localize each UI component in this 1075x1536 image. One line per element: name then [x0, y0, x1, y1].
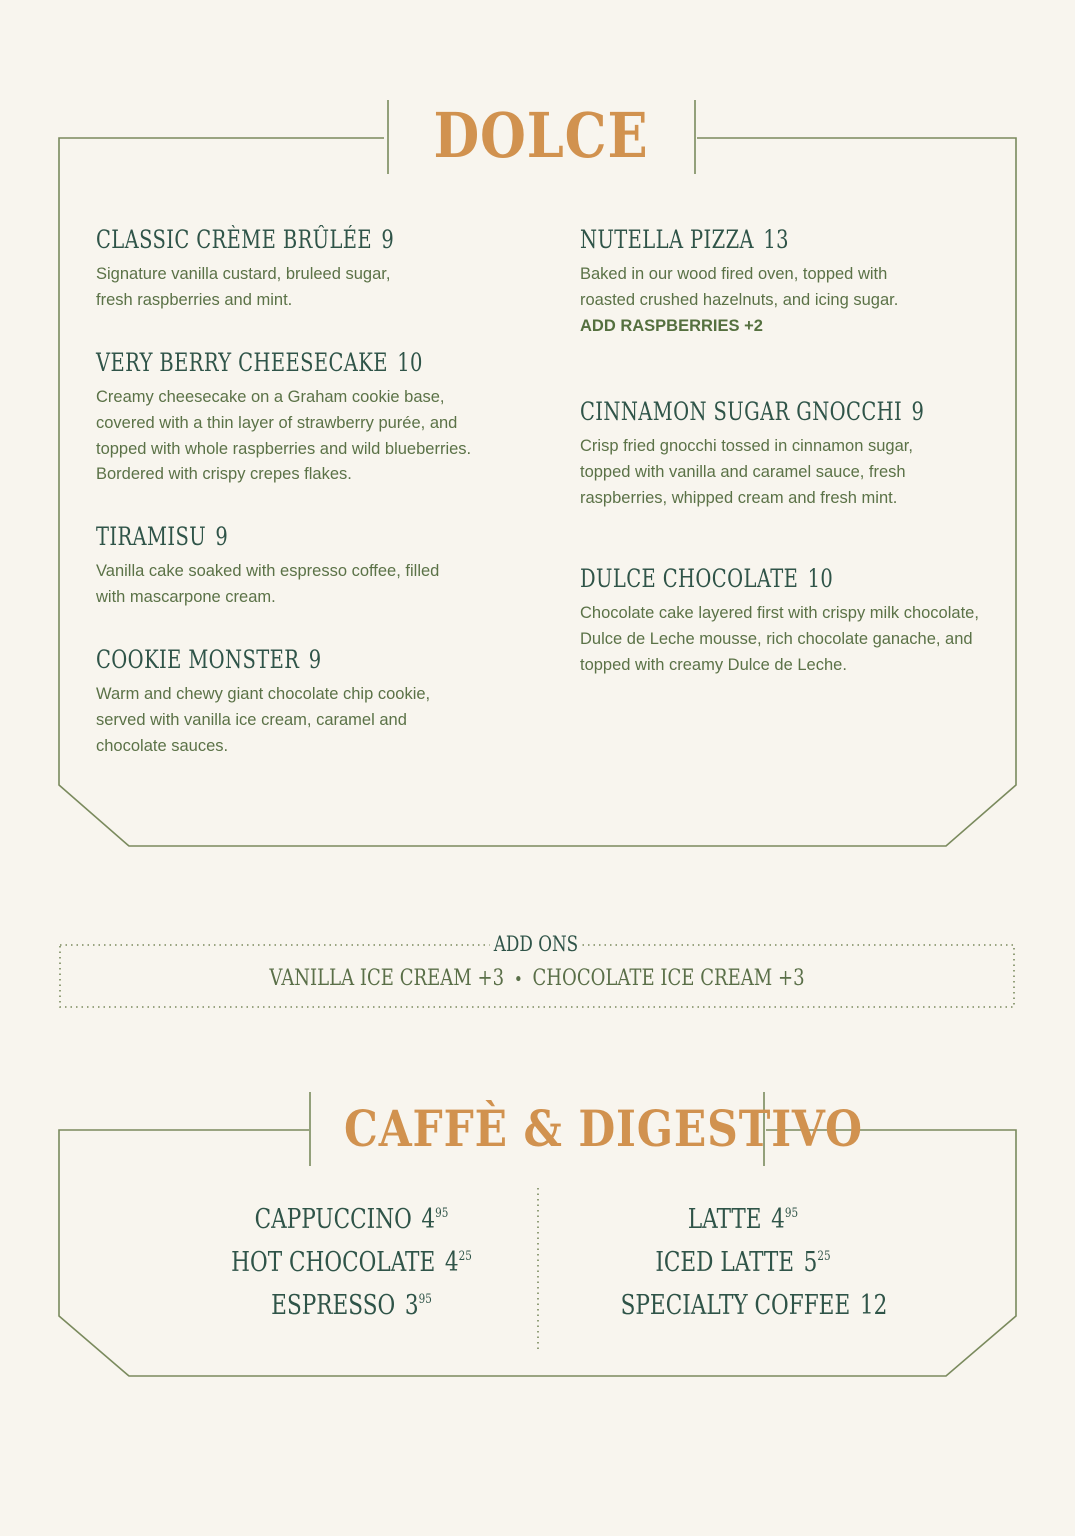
item-price: 10 — [397, 348, 423, 377]
item-name: NUTELLA PIZZA — [580, 225, 755, 254]
menu-item-dulce-chocolate — [580, 563, 1000, 678]
item-add-raspberries: ADD RASPBERRIES +2 — [580, 316, 763, 335]
drinks-column-right — [590, 1198, 896, 1327]
item-price: 9 — [308, 645, 322, 674]
item-description: Crisp fried gnocchi tossed in cinnamon sugar, topped with vanilla and caramel sauce, fresh raspberries, whipped cream and fresh mint. — [580, 437, 913, 507]
item-name: VERY BERRY CHEESECAKE — [96, 348, 388, 377]
item-heading — [580, 563, 908, 595]
drink-price — [804, 1247, 831, 1278]
item-heading — [580, 396, 925, 428]
addon-chocolate-ice-cream: CHOCOLATE ICE CREAM +3 — [532, 966, 805, 991]
drink-cappuccino — [230, 1198, 472, 1241]
item-description: Signature vanilla custard, bruleed sugar, fresh raspberries and mint. — [96, 265, 391, 309]
drink-name: HOT CHOCOLATE — [231, 1247, 436, 1278]
item-heading — [96, 521, 416, 553]
drink-price — [405, 1290, 432, 1321]
item-heading — [96, 644, 416, 676]
drink-latte — [621, 1198, 866, 1241]
drink-espresso — [230, 1284, 472, 1327]
item-price: 9 — [381, 225, 395, 254]
drink-price-main: 4 — [421, 1204, 436, 1235]
addons-list — [146, 964, 928, 994]
drink-hot-chocolate — [230, 1241, 472, 1284]
item-heading — [96, 347, 423, 379]
addon-vanilla-ice-cream: VANILLA ICE CREAM +3 — [269, 966, 505, 991]
drink-price-cents: 95 — [435, 1206, 449, 1221]
caffe-section-title: CAFFÈ & DIGESTIVO — [344, 1099, 863, 1158]
drink-price — [421, 1204, 448, 1235]
addons-label: ADD ONS — [490, 930, 583, 958]
drink-price-main: 4 — [771, 1204, 785, 1235]
item-description: Warm and chewy giant chocolate chip cookie, served with vanilla ice cream, caramel and chocolate sauces. — [96, 685, 431, 755]
drink-price-cents: 25 — [817, 1249, 831, 1264]
drink-name: ESPRESSO — [271, 1290, 396, 1321]
item-description: Creamy cheesecake on a Graham cookie base, covered with a thin layer of strawberry purée, and topped with whole raspberries and wild blueberries. Bordered with crispy crepes flakes. — [96, 388, 472, 484]
drink-name: SPECIALTY COFFEE — [620, 1290, 851, 1321]
drink-price-main: 4 — [444, 1247, 459, 1278]
item-description: Chocolate cake layered first with crispy milk chocolate, Dulce de Leche mousse, rich chocolate ganache, and topped with creamy Dulce de Leche. — [580, 604, 979, 674]
drink-price-cents: 95 — [784, 1206, 799, 1221]
menu-item-cinnamon-gnocchi — [580, 396, 1000, 511]
item-price: 9 — [215, 522, 229, 551]
item-description: Vanilla cake soaked with espresso coffee, filled with mascarpone cream. — [96, 562, 440, 606]
drink-price-cents: 25 — [458, 1249, 472, 1264]
dolce-section-title: DOLCE — [433, 99, 649, 172]
menu-item-cheesecake — [96, 347, 506, 488]
drink-name: CAPPUCCINO — [254, 1204, 412, 1235]
item-heading — [96, 224, 416, 256]
drink-iced-latte — [621, 1241, 866, 1284]
drink-price-cents: 95 — [418, 1292, 432, 1307]
drink-price — [771, 1204, 798, 1235]
drink-price-main: 3 — [404, 1290, 419, 1321]
menu-item-cookie-monster — [96, 644, 506, 759]
item-name: COOKIE MONSTER — [96, 645, 300, 674]
drink-specialty-coffee — [620, 1284, 888, 1327]
addon-separator: • — [513, 969, 523, 990]
item-name: DULCE CHOCOLATE — [580, 564, 799, 593]
item-price: 9 — [911, 397, 925, 426]
drinks-column-left — [200, 1198, 503, 1327]
item-price: 10 — [807, 564, 834, 593]
item-heading — [580, 224, 908, 256]
item-description: Baked in our wood fired oven, topped with roasted crushed hazelnuts, and icing sugar. — [580, 265, 899, 309]
drink-price — [860, 1290, 887, 1321]
item-price: 13 — [763, 225, 789, 254]
drink-price-main: 5 — [803, 1247, 818, 1278]
menu-item-creme-brulee — [96, 224, 506, 314]
drink-price — [445, 1247, 472, 1278]
drink-name: LATTE — [687, 1204, 762, 1235]
item-name: CLASSIC CRÈME BRÛLÉE — [96, 225, 373, 254]
menu-item-tiramisu — [96, 521, 506, 611]
drink-price-main: 12 — [859, 1290, 888, 1321]
drink-name: ICED LATTE — [655, 1247, 795, 1278]
item-name: CINNAMON SUGAR GNOCCHI — [580, 397, 903, 426]
item-name: TIRAMISU — [96, 522, 207, 551]
menu-item-nutella-pizza — [580, 224, 1000, 339]
